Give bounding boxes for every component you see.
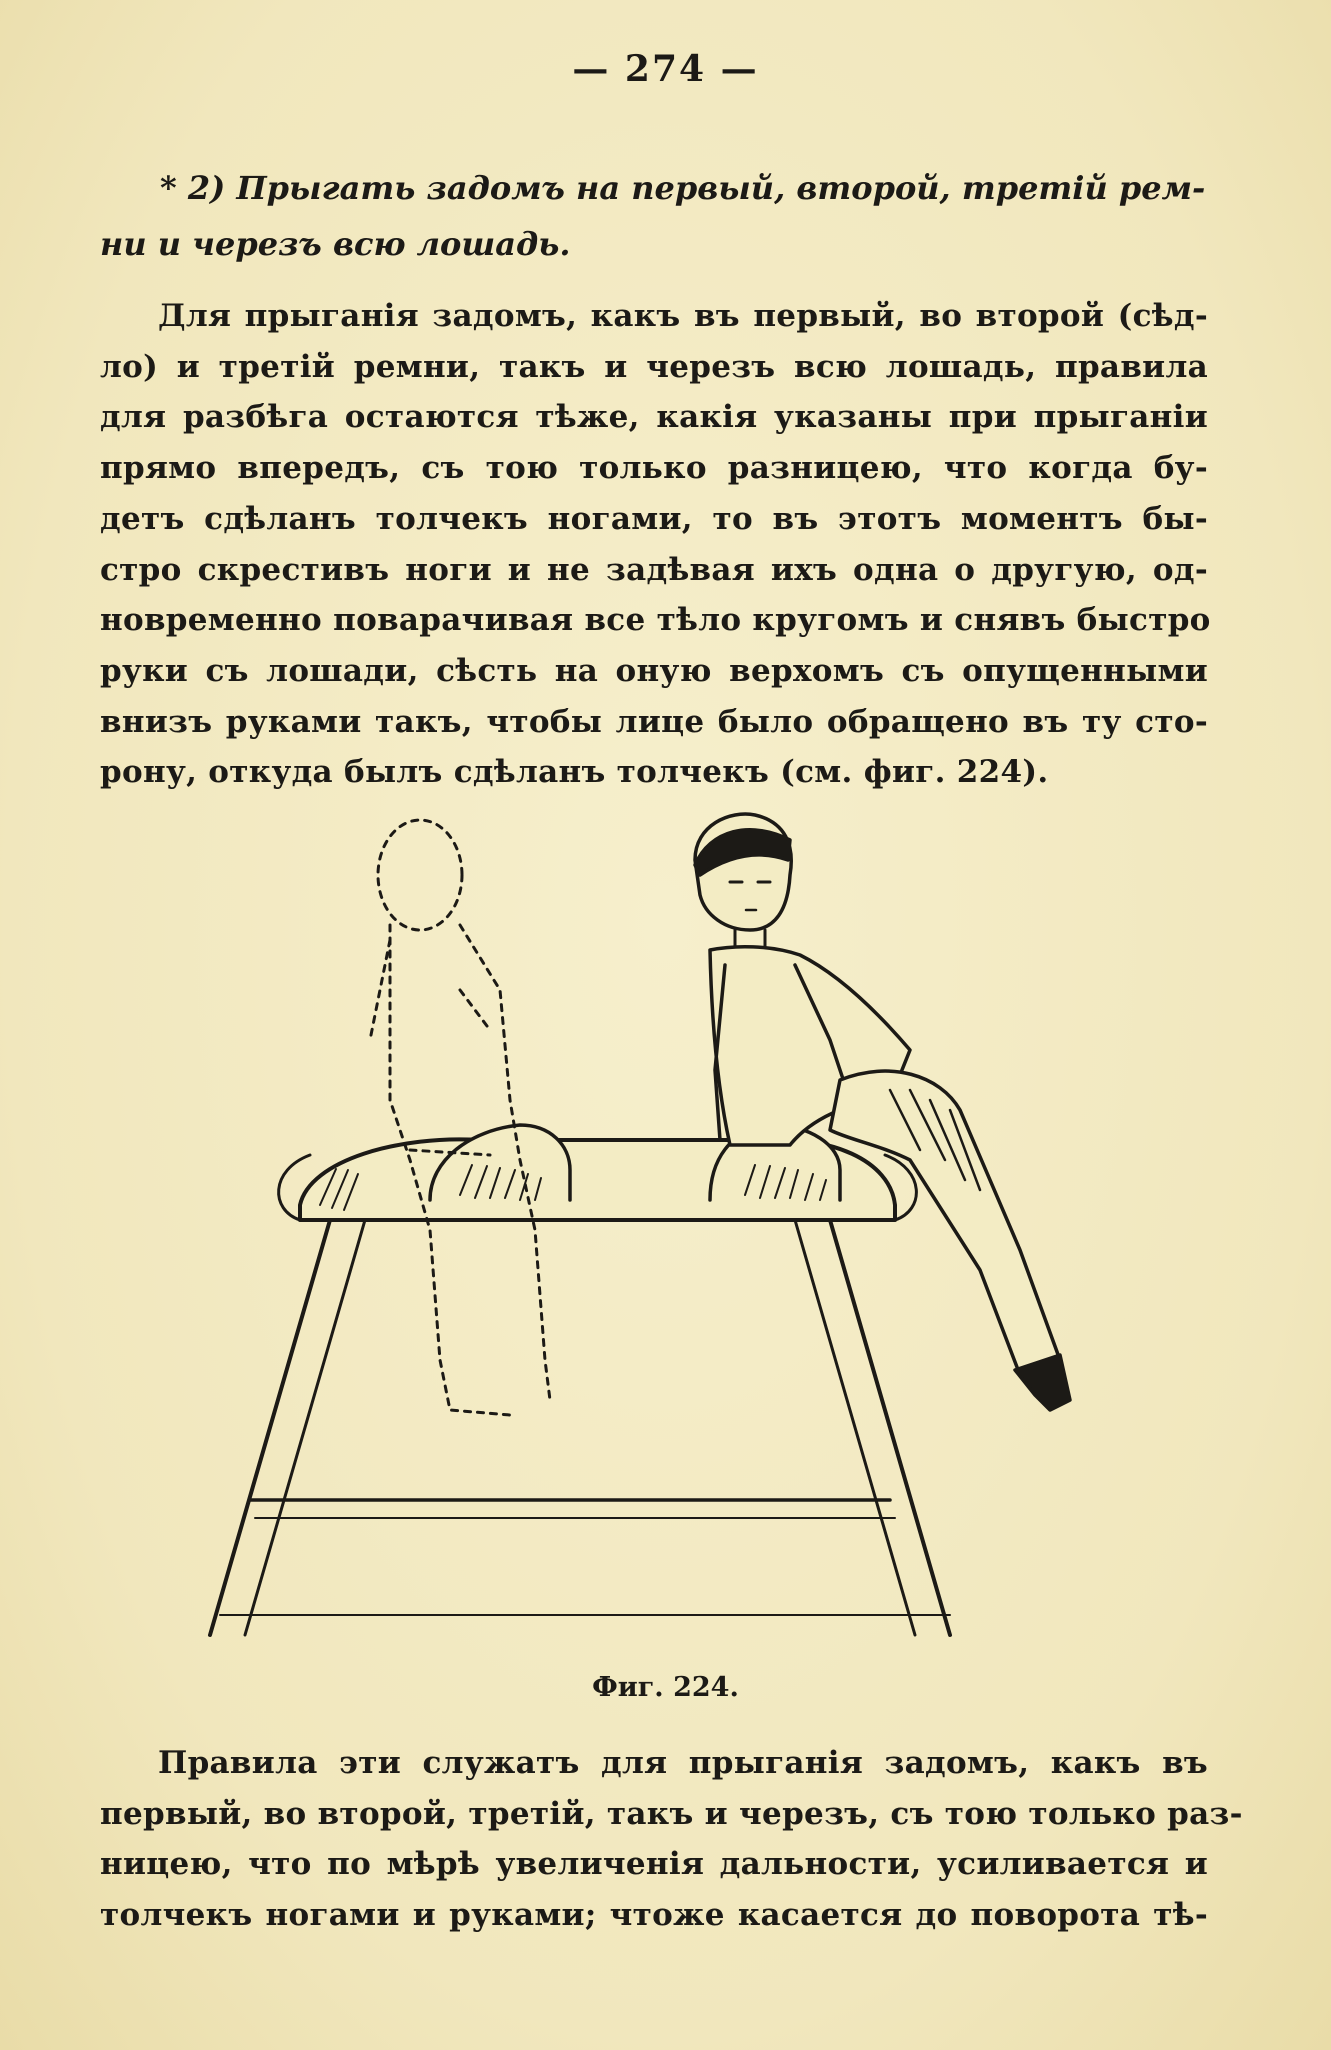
text-line: руки съ лошади, сѣсть на оную верхомъ съ опущенными <box>100 652 1208 689</box>
figure-224-illustration <box>190 800 1100 1660</box>
text-line: ницею, что по мѣрѣ увеличенія дальности, усиливается и <box>100 1846 1208 1883</box>
text-line: Правила эти служатъ для прыганія задомъ, какъ въ <box>158 1745 1208 1781</box>
text-line: рону, откуда былъ сдѣланъ толчекъ (см. фиг. 224). <box>100 754 1049 791</box>
page-number: — 274 — <box>572 48 759 90</box>
dashed-figure <box>370 820 550 1415</box>
heading-line: * 2) Прыгать задомъ на первый, второй, третій рем- <box>160 169 1206 207</box>
seated-gymnast <box>695 814 1070 1410</box>
section-heading <box>100 160 1210 272</box>
text-line: стро скрестивъ ноги и не задѣвая ихъ одна о другую, од- <box>100 551 1208 588</box>
horse-leg <box>245 1220 365 1635</box>
text-line: ло) и третій ремни, такъ и черезъ всю лошадь, правила <box>100 348 1208 385</box>
text-line: внизъ руками такъ, чтобы лице было обращено въ ту сто- <box>100 703 1208 740</box>
text-line: прямо впередъ, съ тою только разницею, что когда бу- <box>100 450 1208 487</box>
text-line: первый, во второй, третій, такъ и черезъ, съ тою только раз- <box>100 1795 1243 1832</box>
text-line: Для прыганія задомъ, какъ въ первый, во второй (сѣд- <box>158 298 1208 334</box>
figure-caption: Фиг. 224. <box>592 1672 739 1703</box>
body-paragraph-2 <box>100 1738 1243 1941</box>
pommel-left <box>430 1125 570 1200</box>
horse-leg <box>830 1220 950 1635</box>
text-line: толчекъ ногами и руками; чтоже касается до поворота тѣ- <box>100 1897 1208 1934</box>
body-paragraph-1 <box>100 291 1211 798</box>
horse-leg <box>210 1220 330 1635</box>
text-line: детъ сдѣланъ толчекъ ногами, то въ этотъ моментъ бы- <box>100 500 1208 537</box>
heading-line: ни и черезъ всю лошадь. <box>100 225 571 263</box>
text-line: новременно поварачивая все тѣло кругомъ и снявъ быстро <box>100 602 1211 639</box>
text-line: для разбѣга остаются тѣже, какія указаны при прыганіи <box>100 399 1208 436</box>
horse-leg <box>795 1220 915 1635</box>
